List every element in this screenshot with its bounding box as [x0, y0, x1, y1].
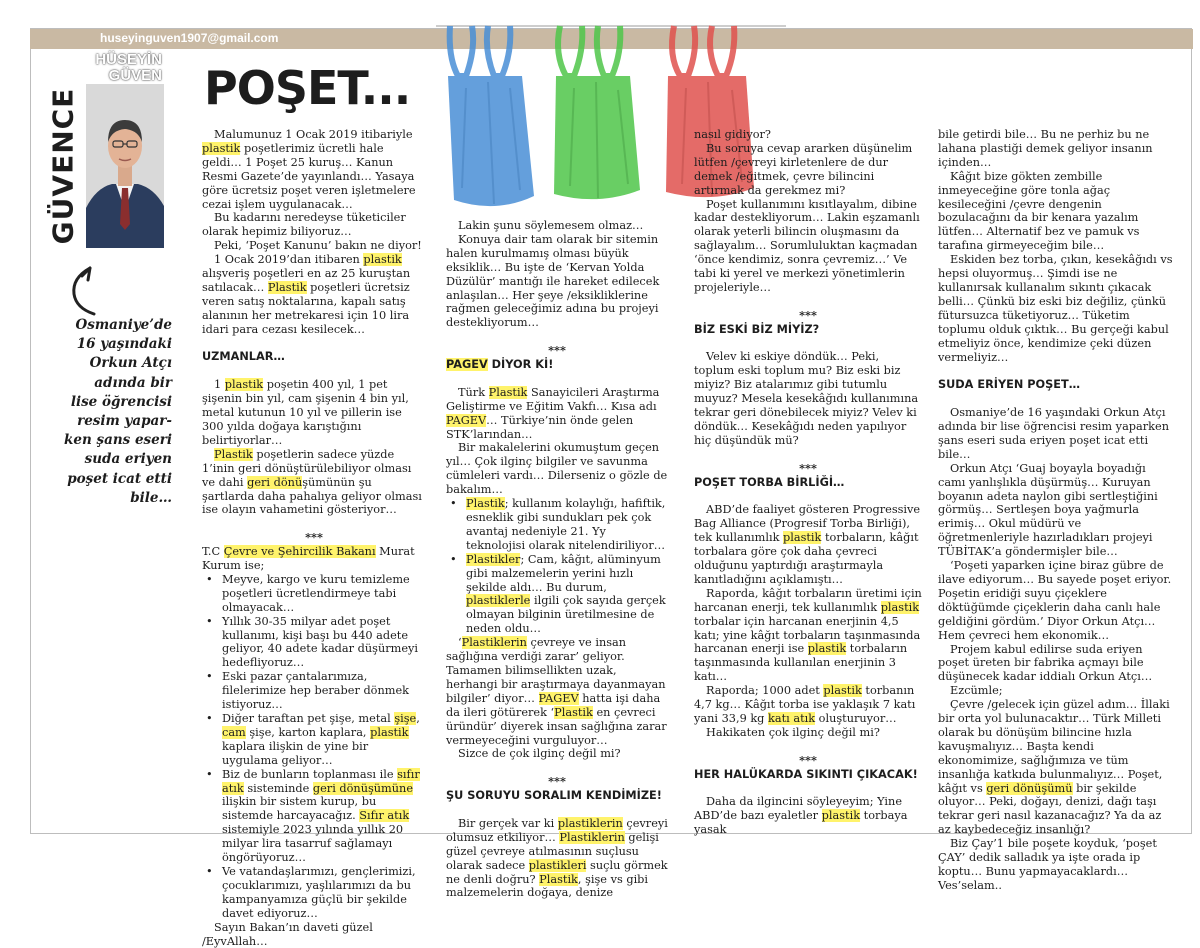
- section-heading: [938, 378, 1174, 392]
- text-run: ŞU SORUYU SORALIM KENDİMİZE!: [446, 789, 662, 803]
- text-run: Ve vatandaşlarımızı, gençlerimizi, çocuklarımızı, yaşlılarımızı da bu kampanyamıza güçlü bir şekilde davet ediyoruz…: [222, 864, 416, 920]
- paragraph: [694, 350, 922, 447]
- text-run: nasıl gidiyor?: [694, 128, 771, 141]
- text-run: şümünün şu şartlarda daha pahalıya geliyor olması ise olayın vahametini gösteriyor…: [202, 475, 422, 517]
- highlighted-term: plastiklerin: [557, 816, 623, 830]
- text-run: ***: [799, 752, 817, 767]
- spacer: [938, 392, 1174, 406]
- paragraph: [938, 698, 1174, 837]
- spacer: [694, 740, 922, 754]
- highlighted-term: şişe: [394, 712, 417, 726]
- text-run: Biz de bunların toplanması ile: [222, 767, 398, 781]
- highlighted-term: PAGEV: [446, 413, 487, 427]
- text-run: torbalar için harcanan enerjinin 4,5 katı; yine kâğıt torbaların taşınmasında harcanan enerji ise: [694, 614, 921, 656]
- highlighted-term: PAGEV: [446, 358, 488, 372]
- text-run: Hakikaten çok ilginç değil mi?: [706, 725, 880, 739]
- highlighted-term: geri dönü: [247, 475, 303, 489]
- pull-quote-line: poşet icat etti: [67, 470, 172, 487]
- section-separator: [446, 775, 668, 789]
- highlighted-term: Çevre ve Şehircilik Bakanı: [223, 545, 376, 559]
- text-run: torbaların, kâğıt torbalara göre çok daha çevreci olduğunu yaptırdığı araştırmayla kanıtladığını açıklamıştı…: [694, 531, 919, 586]
- paragraph: [446, 441, 668, 497]
- paragraph: [694, 503, 922, 586]
- paragraph: [938, 253, 1174, 364]
- spacer: [202, 337, 426, 351]
- text-run: sisteminde: [243, 781, 313, 795]
- text-run: bir şekilde oluyor… Peki, doğayı, denizi, dağı taşı tekrar geri nasıl kazanacağız? Ya da az az kaybedeceğiz insanlığı?: [938, 781, 1162, 837]
- highlighted-term: plastik: [370, 725, 409, 739]
- highlighted-term: Plastiklerin: [461, 636, 527, 650]
- text-run: Osmaniye’de 16 yaşındaki Orkun Atçı adında bir lise öğrencisi resim yaparken şans eseri suda eriyen poşet icat etti bile…: [938, 406, 1169, 461]
- highlighted-term: Plastik: [466, 497, 505, 511]
- highlighted-term: Plastik: [539, 872, 578, 886]
- column-name-text: GÜVENCE: [46, 87, 80, 245]
- text-run: SUDA ERİYEN POŞET…: [938, 378, 1081, 392]
- paragraph: [938, 462, 1174, 559]
- spacer: [694, 782, 922, 796]
- text-run: oluşturuyor…: [815, 712, 897, 725]
- paragraph: [446, 219, 668, 233]
- paragraph: [694, 587, 922, 684]
- paragraph: [446, 747, 668, 761]
- bullet-item: [202, 865, 426, 921]
- text-run: Poşet kullanımını kısıtlayalım, dibine kadar destekliyorum… Lakin eşzamanlı olarak yeterli bilincin oluşmasını da sağlayalım… Sorumluluktan kaçmadan ‘önce kendimiz, sonra çevremiz…’ Ve tabi ki yerel ve merkezi yönetimlerin projeleriyle…: [694, 197, 920, 294]
- text-run: UZMANLAR…: [202, 350, 285, 364]
- spacer: [694, 295, 922, 309]
- paragraph: [202, 211, 426, 239]
- blue-bag: [448, 26, 534, 206]
- text-run: , şişe vs gibi malzemelerin doğaya, denize: [446, 872, 649, 900]
- section-separator: [694, 309, 922, 323]
- highlighted-term: plastik: [823, 684, 862, 698]
- pull-quote-line: Orkun Atçı: [89, 355, 172, 372]
- paragraph: [938, 684, 1174, 698]
- text-run: Çevre /gelecek için güzel adım… İllaki bir orta yol bulunacaktır… Türk Milleti olarak bu dönüşüm bilincine hızla kavuşmalıyız… Başta kendi ekonomimize, sağlığımıza ve tüm insanlığa katkıda bulunmalıyız… Poşet, kâğıt vs: [938, 698, 1170, 795]
- section-heading: [694, 768, 922, 782]
- pull-quote-line: lise öğrencisi: [70, 393, 172, 410]
- highlighted-term: Sıfır atık: [359, 809, 410, 823]
- bullet-item: [202, 712, 426, 768]
- text-run: kaplara ilişkin de yine bir uygulama geliyor…: [222, 739, 369, 767]
- text-run: poşetleri ücretsiz veren satış noktalarına, kapalı satış alanının her metrekaresi için 10 lira idari para cezası kesilecek…: [202, 280, 410, 336]
- highlighted-term: Plastik: [554, 705, 593, 719]
- text-run: Sizce de çok ilginç değil mi?: [458, 747, 621, 761]
- author-last-name: GÜVEN: [108, 67, 162, 84]
- side-pull-quote: [60, 316, 172, 508]
- author-photo: [86, 84, 164, 248]
- text-run: gelişi güzel çevreye atılmasının suçlusu olarak sadece: [446, 830, 659, 872]
- highlighted-term: plastikleri: [528, 858, 587, 872]
- text-run: en çevreci üründür’ diyerek insan sağlığına zarar vermeyeceğini vurguluyor…: [446, 705, 667, 747]
- text-run: Eski pazar çantalarımıza, filelerimize hep beraber dönmek istiyoruz…: [222, 670, 409, 712]
- highlighted-term: geri dönüşümü: [986, 781, 1073, 795]
- text-run: ‘: [458, 636, 462, 650]
- text-run: poşetlerin sadece yüzde 1’inin geri dönüştürülebiliyor olması ve dahi: [202, 447, 412, 489]
- author-name: [84, 52, 162, 84]
- bullet-item: [202, 615, 426, 671]
- text-run: çevreye ve insan sağlığına verdiği zarar’ geliyor. Tamamen bilimsellikten uzak, herhangi bir araştırmaya dayanmayan bilgiler’ diyor…: [446, 636, 666, 705]
- highlighted-term: Plastik: [214, 447, 253, 461]
- paragraph: [694, 142, 922, 198]
- quote-mark-icon: [64, 262, 112, 324]
- text-run: ; kullanım kolaylığı, hafiftik, esneklik gibi sundukları pek çok avantaj nedeniyle 21. Yy teknolojisi olarak nitelendiriliyor…: [466, 497, 666, 552]
- text-run: ; Cam, kâğıt, alüminyum gibi malzemelerin yerini hızlı şekilde aldı… Bu durum,: [466, 552, 661, 594]
- column-name-vertical: [42, 78, 84, 254]
- text-run: Yıllık 30-35 milyar adet poşet kullanımı, kişi başı bu 440 adete geliyor, 40 adete kadar düşürmeyi hedefliyoruz…: [222, 614, 419, 670]
- text-run: şişe, karton kaplara,: [245, 725, 371, 739]
- highlighted-term: plastik: [224, 378, 264, 392]
- bullet-item: [446, 497, 668, 553]
- spacer: [446, 330, 668, 344]
- text-run: torbaların taşınmasında kullanılan enerjinin 3 katı…: [694, 642, 908, 684]
- text-run: ***: [305, 530, 323, 545]
- spacer: [446, 372, 668, 386]
- highlighted-term: cam: [222, 725, 246, 739]
- paragraph: [446, 636, 668, 747]
- spacer: [202, 364, 426, 378]
- pull-quote-line: resim yapar-: [77, 413, 172, 430]
- text-run: ‘Poşeti yaparken içine biraz gübre de ilave ediyorum… Bu sayede poşet eriyor. Poşetin eridiği suyu çiçeklere döktüğümde çiçeklerin daha canlı hale geldiğini gördüm.’ Diyor Orkun Atçı… Hem çevreci hem ekonomik…: [938, 559, 1172, 642]
- text-run: poşetlerimiz ücretli hale geldi… 1 Poşet 25 kuruş… Kanun Resmi Gazete’de yayınlandı… Yasaya göre ücretsiz poşet veren işletmelere cezai işlem uygulanacak…: [202, 141, 416, 211]
- pull-quote-line: suda eriyen: [84, 451, 172, 468]
- text-run: Raporda; 1000 adet: [706, 684, 824, 698]
- section-heading: [446, 789, 668, 803]
- paragraph: [202, 448, 426, 518]
- spacer: [694, 448, 922, 462]
- text-run: ,: [416, 712, 420, 726]
- spacer: [938, 364, 1174, 378]
- paragraph: [202, 239, 426, 253]
- bullet-item: [202, 573, 426, 615]
- paragraph: [938, 406, 1174, 462]
- highlighted-term: plastik: [363, 253, 402, 267]
- spacer: [446, 761, 668, 775]
- section-heading: [202, 350, 426, 364]
- paragraph: [202, 253, 426, 336]
- text-run: poşetin 400 yıl, 1 pet şişenin bin yıl, cam şişenin 4 bin yıl, metal kutunun 10 yıl ve pillerin ise 300 yılda doğaya karıştığını belirtiyorlar…: [202, 378, 409, 447]
- pull-quote-line: ken şans eseri: [64, 432, 172, 449]
- text-run: Bu soruya cevap ararken düşünelim lütfen /çevreyi kirletenlere de dur demek /eğitmek, çevre bilincini artırmak da gerekmez mi?: [694, 141, 913, 197]
- text-run: hatta işi daha da ileri götürerek ‘: [446, 691, 661, 719]
- highlighted-term: plastik: [783, 531, 822, 545]
- paragraph: [694, 726, 922, 740]
- text-run: Bu kadarını neredeyse tüketiciler olarak hepimiz biliyoruz…: [202, 211, 406, 239]
- text-run: ilişkin bir sistem kurup, bu sistemde harcayacağız.: [222, 795, 377, 823]
- highlighted-term: plastiklerle: [466, 594, 531, 608]
- section-separator: [446, 344, 668, 358]
- highlighted-term: Plastiklerin: [559, 830, 625, 844]
- spacer: [694, 490, 922, 504]
- text-run: Diğer taraftan pet şişe, metal: [222, 712, 395, 726]
- highlighted-term: plastik: [821, 809, 861, 823]
- article-column-2: [446, 219, 668, 900]
- paragraph: [938, 837, 1174, 893]
- paragraph: [446, 233, 668, 330]
- pull-quote-line: bile…: [130, 489, 172, 506]
- text-run: ***: [799, 307, 817, 322]
- paragraph: [446, 817, 668, 900]
- spacer: [202, 517, 426, 531]
- highlighted-term: plastik: [807, 642, 847, 656]
- text-run: Malumunuz 1 Ocak 2019 itibariyle: [214, 128, 413, 141]
- text-run: BİZ ESKİ BİZ MİYİZ?: [694, 322, 820, 336]
- highlighted-term: plastik: [202, 141, 241, 155]
- highlighted-term: sıfır atık: [222, 767, 420, 795]
- paragraph: [694, 795, 922, 837]
- paragraph: [446, 386, 668, 442]
- text-run: ilgili çok sayıda gerçek olmayan bilginin üretilmesine de neden oldu…: [466, 594, 666, 636]
- highlighted-term: PAGEV: [538, 691, 579, 705]
- text-run: Peki, ‘Poşet Kanunu’ bakın ne diyor!: [214, 239, 422, 253]
- text-run: DİYOR Kİ!: [487, 358, 554, 372]
- pull-quote-line: Osmaniye’de: [75, 317, 172, 333]
- paragraph: [694, 684, 922, 726]
- highlighted-term: plastik: [880, 600, 920, 614]
- text-run: ABD’de faaliyet gösteren Progressive Bag Alliance (Progresif Torba Birliği), tek kullanımlık: [694, 503, 921, 545]
- paragraph: [202, 128, 426, 211]
- author-first-name: HÜSEYİN: [95, 51, 162, 68]
- text-run: 1: [214, 378, 225, 392]
- paragraph: [694, 128, 922, 142]
- text-run: Projem kabul edilirse suda eriyen poşet üreten bir fabrika açmayı bile düşünecek kadar iddialı Orkun Atçı…: [938, 642, 1153, 684]
- text-run: sistemiyle 2023 yılında yıllık 20 milyar lira tasarruf sağlamayı öngörüyoruz…: [222, 823, 404, 865]
- text-run: torbanın 4,7 kg… Kâğıt torba ise yaklaşık 7 katı yani 33,9 kg: [694, 684, 916, 725]
- text-run: Meyve, kargo ve kuru temizleme poşetleri ücretlendirmeye tabi olmayacak…: [222, 572, 410, 614]
- pull-quote-line: adında bir: [94, 374, 172, 391]
- text-run: HER HALÜKARDA SIKINTI ÇIKACAK!: [694, 767, 918, 781]
- highlighted-term: Plastik: [267, 280, 307, 294]
- text-run: Orkun Atçı ‘Guaj boyayla boyadığı camı yanlışlıkla düşürmüş… Kuruyan boyanın adeta naylon gibi sertleştiğini görmüş… Sertleşen boya yağmurla erimiş… Okul müdürü ve öğretmenleriyle hazırladıkları projeyi TÜBİTAK’a göndermişler bile…: [938, 461, 1158, 559]
- highlighted-term: katı atık: [768, 712, 816, 725]
- text-run: çevreyi olumsuz etkiliyor…: [446, 816, 668, 844]
- paragraph: [938, 170, 1174, 253]
- highlighted-term: geri dönüşümüne: [312, 781, 414, 795]
- article-headline: POŞET...: [204, 61, 411, 115]
- text-run: Bir makalelerini okumuştum geçen yıl… Çok ilginç bilgiler ve savunma cümleleri vardı… Dilerseniz o gözle de bakalım…: [446, 441, 668, 497]
- text-run: Sayın Bakan’ın daveti güzel /EyvAllah…: [202, 920, 373, 948]
- highlighted-term: Plastikler: [466, 552, 521, 566]
- text-run: … Türkiye’nin önde gelen STK’larından…: [446, 413, 634, 441]
- paragraph: [938, 559, 1174, 642]
- paragraph: [202, 378, 426, 448]
- text-run: suçlu görmek ne denli doğru?: [446, 858, 668, 886]
- author-email[interactable]: huseyinguven1907@gmail.com: [100, 31, 279, 45]
- text-run: Velev ki eskiye döndük… Peki, toplum eski toplum mu? Biz eski biz miyiz? Biz atalarımız gibi tutumlu muyuz? Mesela kesekâğıdı kullanımına tekrar geri dönebilecek miyiz? Velev ki döndük… Kesekâğıdı neden yapılıyor hiç düşündük mü?: [694, 350, 919, 447]
- bullet-item: [202, 768, 426, 865]
- section-separator: [694, 754, 922, 768]
- text-run: Kâğıt bize gökten zembille inmeyeceğine göre tonla ağaç kesileceğini /çevre dengenin bozulacağını da bir kenara yazalım lütfen… Alternatif bez ve pamuk vs tarafına girmeyeceğim bile…: [938, 169, 1140, 253]
- paragraph: [202, 921, 426, 948]
- text-run: T.C: [202, 545, 224, 559]
- text-run: ***: [799, 460, 817, 475]
- text-run: Daha da ilgincini söyleyeyim; Yine ABD’de bazı eyaletler: [694, 795, 903, 823]
- article-column-3: [694, 128, 922, 837]
- text-run: Türk: [458, 385, 489, 399]
- text-run: bile getirdi bile… Bu ne perhiz bu ne lahana plastiği demek geliyor insanın içinden…: [938, 128, 1153, 169]
- pull-quote-line: 16 yaşındaki: [76, 336, 172, 353]
- article-column-4: [938, 128, 1174, 892]
- green-bag: [554, 26, 640, 199]
- highlighted-term: Plastik: [488, 385, 528, 399]
- text-run: torbaya yasak: [694, 809, 908, 837]
- spacer: [446, 803, 668, 817]
- section-heading: [694, 476, 922, 490]
- paragraph: [694, 198, 922, 295]
- text-run: Eskiden bez torba, çıkın, kesekâğıdı vs hepsi oluyormuş… Şimdi ise ne kullanırsak kullanalım sıkıntı çıkacak belli… Çünkü biz eski biz değiliz, çünkü fütursuzca tüketiyoruz… Tüketim toplumu olduk çıktık… Bu gerçeği kabul etmeliyiz önce, kendimize çeki düzen vermeliyiz…: [938, 253, 1173, 364]
- text-run: alışveriş poşetleri en az 25 kuruştan satılacak…: [202, 267, 411, 294]
- bullet-item: [446, 553, 668, 636]
- text-run: Lakin şunu söylemesem olmaz…: [458, 219, 644, 232]
- spacer: [694, 337, 922, 351]
- text-run: Konuya dair tam olarak bir sitemin halen kurulmamış olması büyük eksiklik… Bu işte de ‘Kervan Yolda Düzülür’ mantığı ile hareket edilecek anlaşılan… Her şeye /eksikliklerine rağmen geleceğimiz adına bu projeyi destekliyorum…: [446, 232, 660, 330]
- text-run: Bir gerçek var ki: [458, 816, 558, 830]
- text-run: ***: [548, 774, 566, 789]
- section-heading: [694, 323, 922, 337]
- bullet-item: [202, 670, 426, 712]
- text-run: Sanayicileri Araştırma Geliştirme ve Eğitim Vakfı… Kısa adı: [446, 385, 660, 413]
- section-separator: [694, 462, 922, 476]
- section-separator: [202, 531, 426, 545]
- text-run: Murat Kurum ise;: [202, 545, 415, 573]
- paragraph: [202, 545, 426, 573]
- text-run: POŞET TORBA BİRLİĞİ…: [694, 475, 845, 489]
- paragraph: [938, 128, 1174, 170]
- text-run: Raporda, kâğıt torbaların üretimi için harcanan enerji, tek kullanımlık: [694, 586, 922, 614]
- text-run: 1 Ocak 2019’dan itibaren: [214, 253, 364, 267]
- paragraph: [938, 643, 1174, 685]
- text-run: ***: [548, 343, 566, 358]
- article-column-1: [202, 128, 426, 948]
- section-heading: [446, 358, 668, 372]
- text-run: Biz Çay’1 bile poşete koyduk, ‘poşet ÇAY’ dedik salladık ya işte orada ip koptu… Bunu yapmayacaklardı… Ves’selam..: [938, 837, 1157, 892]
- text-run: Ezcümle;: [950, 684, 1003, 698]
